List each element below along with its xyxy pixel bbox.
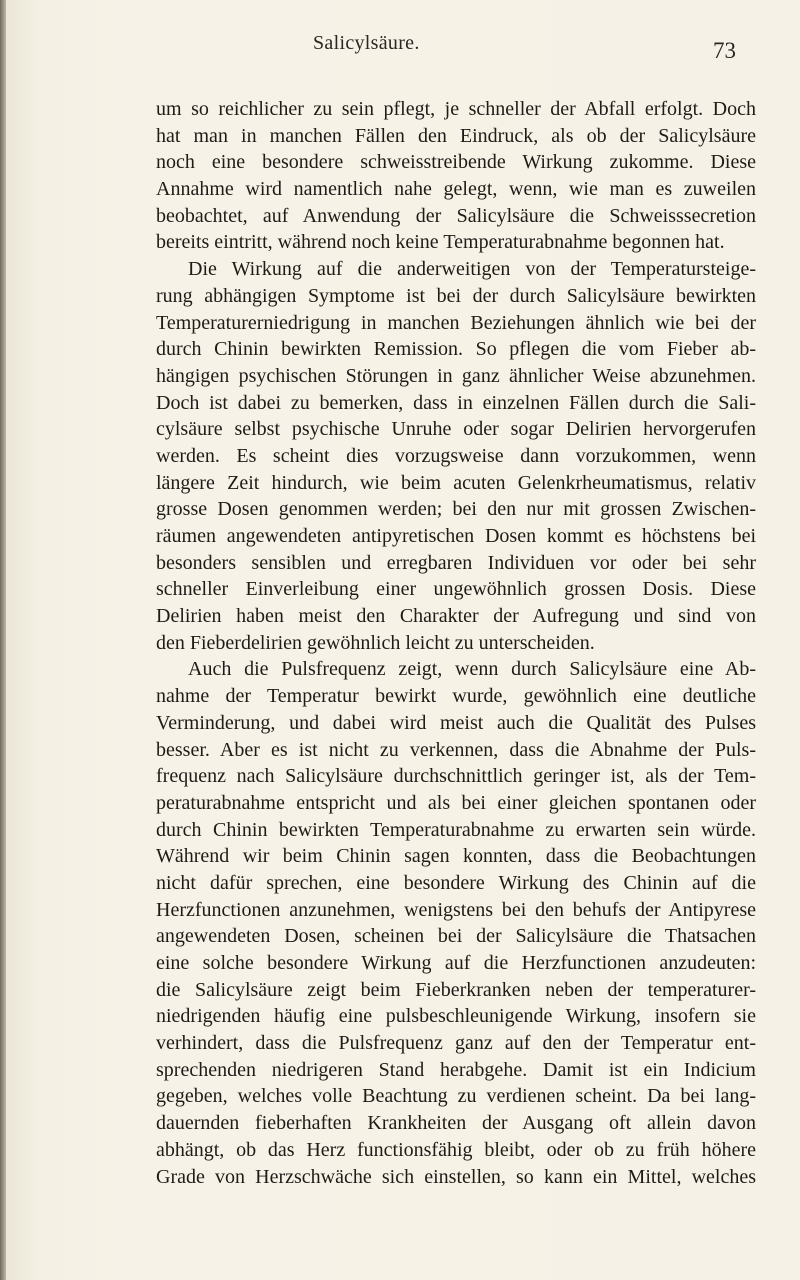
text-line: verhindert, dass die Pulsfrequenz ganz auf den der Temperatur ent- <box>156 1032 756 1055</box>
text-line: Grade von Herzschwäche sich einstellen, so kann ein Mittel, welches <box>156 1165 756 1188</box>
text-line: die Salicylsäure zeigt beim Fieberkranken neben der temperaturer- <box>156 978 756 1001</box>
text-line: beobachtet, auf Anwendung der Salicylsäure die Schweisssecretion <box>156 204 756 227</box>
text-line: rung abhängigen Symptome ist bei der durch Salicylsäure bewirkten <box>156 284 756 307</box>
text-line: dauernden fieberhaften Krankheiten der Ausgang oft allein davon <box>156 1112 756 1135</box>
text-line: um so reichlicher zu sein pflegt, je schneller der Abfall erfolgt. Doch <box>156 98 756 120</box>
text-line: schneller Einverleibung einer ungewöhnlich grossen Dosis. Diese <box>156 578 756 601</box>
text-line: frequenz nach Salicylsäure durchschnittlich geringer ist, als der Tem- <box>156 765 756 788</box>
text-line: besser. Aber es ist nicht zu verkennen, dass die Abnahme der Puls- <box>156 738 756 761</box>
text-line: Auch die Pulsfrequenz zeigt, wenn durch Salicylsäure eine Ab- <box>188 658 756 681</box>
page-gutter-shadow <box>0 0 6 1280</box>
text-line: den Fieberdelirien gewöhnlich leicht zu unterscheiden. <box>156 631 595 654</box>
text-line: bereits eintritt, während noch keine Temperaturabnahme begonnen hat. <box>156 231 725 254</box>
text-line: nicht dafür sprechen, eine besondere Wirkung des Chinin auf die <box>156 871 756 894</box>
text-line: niedrigenden häufig eine pulsbeschleunigende Wirkung, insofern sie <box>156 1005 756 1028</box>
text-line: sprechenden niedrigeren Stand herabgehe. Damit ist ein Indicium <box>156 1058 756 1081</box>
text-line: besonders sensiblen und erregbaren Individuen vor oder bei sehr <box>156 551 756 574</box>
text-line: eine solche besondere Wirkung auf die Herzfunctionen anzudeuten: <box>156 952 756 974</box>
text-line: durch Chinin bewirkten Remission. So pflegen die vom Fieber ab- <box>156 338 756 361</box>
text-line: peraturabnahme entspricht und als bei einer gleichen spontanen oder <box>156 791 756 814</box>
text-line: gegeben, welches volle Beachtung zu verdienen scheint. Da bei lang- <box>156 1085 756 1108</box>
text-line: Delirien haben meist den Charakter der Aufregung und sind von <box>156 605 756 628</box>
page-header <box>0 22 800 62</box>
text-line: abhängt, ob das Herz functionsfähig bleibt, oder ob zu früh höhere <box>156 1138 756 1161</box>
text-line: räumen angewendeten antipyretischen Dosen kommt es höchstens bei <box>156 525 756 547</box>
text-line: cylsäure selbst psychische Unruhe oder sogar Delirien hervorgerufen <box>156 418 756 441</box>
text-line: hängigen psychischen Störungen in ganz ähnlicher Weise abzunehmen. <box>156 364 756 387</box>
running-title: Salicylsäure. <box>313 32 420 54</box>
text-line: nahme der Temperatur bewirkt wurde, gewöhnlich eine deutliche <box>156 685 756 708</box>
text-line: Temperaturerniedrigung in manchen Beziehungen ähnlich wie bei der <box>156 311 756 334</box>
text-line: Annahme wird namentlich nahe gelegt, wenn, wie man es zuweilen <box>156 178 756 201</box>
text-line: durch Chinin bewirkten Temperaturabnahme zu erwarten sein würde. <box>156 818 756 841</box>
text-line: Die Wirkung auf die anderweitigen von der Temperatursteige- <box>188 258 756 281</box>
text-line: längere Zeit hindurch, wie beim acuten Gelenkrheumatismus, relativ <box>156 471 756 494</box>
page-number: 73 <box>713 38 736 63</box>
text-line: werden. Es scheint dies vorzugsweise dann vorzukommen, wenn <box>156 444 756 467</box>
text-line: Doch ist dabei zu bemerken, dass in einzelnen Fällen durch die Sali- <box>156 391 756 414</box>
text-line: grosse Dosen genommen werden; bei den nur mit grossen Zwischen- <box>156 498 756 521</box>
text-line: noch eine besondere schweisstreibende Wirkung zukomme. Diese <box>156 151 756 174</box>
text-line: Verminderung, und dabei wird meist auch die Qualität des Pulses <box>156 711 756 734</box>
body-text <box>156 96 756 1190</box>
text-line: Herzfunctionen anzunehmen, wenigstens bei den behufs der Antipyrese <box>156 898 756 921</box>
text-line: hat man in manchen Fällen den Eindruck, als ob der Salicylsäure <box>156 124 756 147</box>
text-line: Während wir beim Chinin sagen konnten, dass die Beobachtungen <box>156 845 756 868</box>
text-line: angewendeten Dosen, scheinen bei der Salicylsäure die Thatsachen <box>156 925 756 948</box>
